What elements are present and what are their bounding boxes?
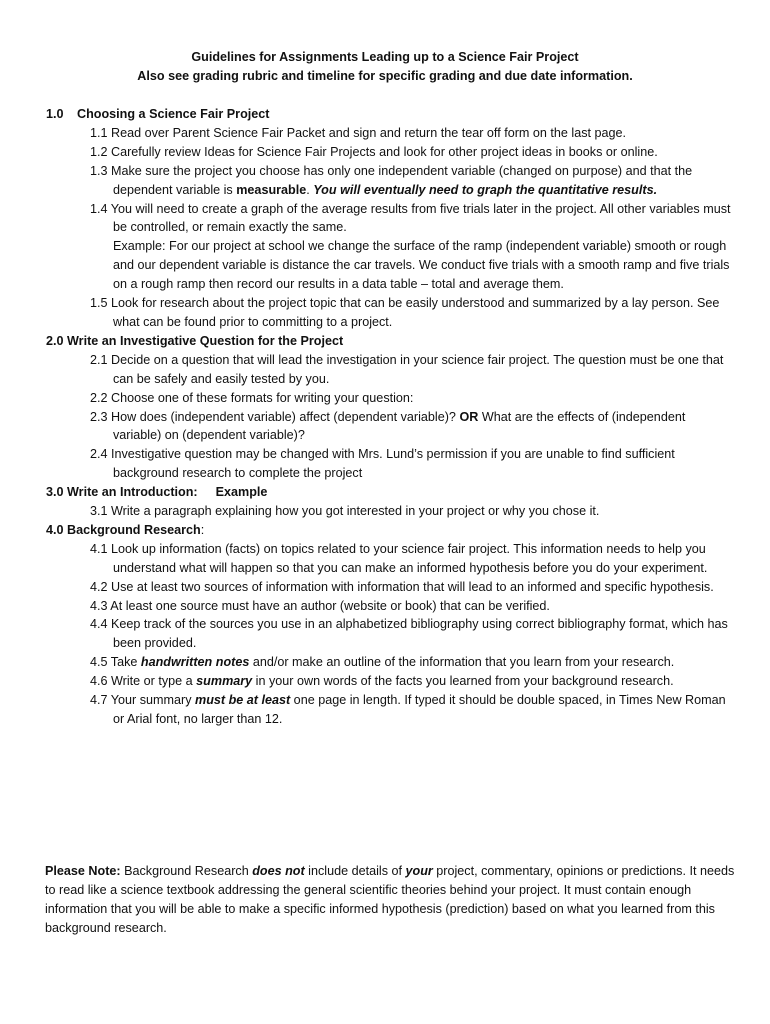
list-item-1-4: 1.4 You will need to create a graph of the average results from five trials later in the project. All other variables must be controlled, or remain exactly the same. xyxy=(90,201,731,235)
list-item-4-4: 4.4 Keep track of the sources you use in an alphabetized bibliography using correct bibliography format, which has been provided. xyxy=(90,617,728,651)
item-text: 1.3 Make sure the project you choose has only one independent variable (changed on purpose) and that the dependent variable is xyxy=(90,163,693,197)
emphasis-text: must be at least xyxy=(195,693,291,708)
list-item-1-1: 1.1 Read over Parent Science Fair Packet and sign and return the tear off form on the last page. xyxy=(90,125,627,140)
item-text: in your own words of the facts you learned from your background research. xyxy=(252,674,674,689)
list-item-4-3: 4.3 At least one source must have an author (website or book) that can be verified. xyxy=(90,598,550,613)
please-note-paragraph xyxy=(45,862,735,938)
example-label: Example xyxy=(215,485,268,500)
guidelines-list xyxy=(44,105,734,729)
item-text: 4.6 Write or type a xyxy=(90,674,197,689)
colon: : xyxy=(200,522,205,537)
list-item-4-5 xyxy=(90,653,734,672)
section-heading-1 xyxy=(44,105,734,124)
item-text: . xyxy=(306,182,314,197)
list-item-4-2: 4.2 Use at least two sources of information with information that will lead to an informed and specific hypothesis. xyxy=(90,579,714,594)
list-item-1-2: 1.2 Carefully review Ideas for Science Fair Projects and look for other project ideas in books or online. xyxy=(90,144,658,159)
list-item-2-3 xyxy=(90,408,734,446)
item-text: one page in length. If typed it should be double spaced, in Times New Roman or Arial font, no larger than 12. xyxy=(113,693,726,726)
example-paragraph: Example: For our project at school we change the surface of the ramp (independent variable) smooth or rough and our dependent variable is distance the car travels. We conduct five trials with a smooth ramp and five trials on a rough ramp then record our results in a data table – total and average them. xyxy=(113,239,730,292)
item-text: 4.5 Take xyxy=(90,655,141,670)
item-text: What are the effects of (independent variable) on (dependent variable)? xyxy=(113,409,686,443)
list-item-2-4: 2.4 Investigative question may be changed with Mrs. Lund’s permission if you are unable to find sufficient background research to complete the project xyxy=(90,447,675,481)
item-text: 4.7 Your summary xyxy=(90,693,195,708)
item-text: 2.3 How does (independent variable) affect (dependent variable)? xyxy=(90,409,460,424)
emphasis-text: You will eventually need to graph the quantitative results. xyxy=(313,182,658,197)
list-item-4-7 xyxy=(90,691,734,729)
note-text: Background Research xyxy=(120,864,253,878)
section-title: 3.0 Write an Introduction: xyxy=(46,485,198,500)
document-subtitle: Also see grading rubric and timeline for specific grading and due date information. xyxy=(137,69,633,83)
section-number: 1.0 xyxy=(46,107,64,121)
list-item-1-5: 1.5 Look for research about the project topic that can be easily understood and summarized by a lay person. See what can be found prior to committing to a project. xyxy=(90,296,720,329)
section-heading-4 xyxy=(44,521,734,540)
list-item-2-2: 2.2 Choose one of these formats for writing your question: xyxy=(90,390,414,405)
list-item-4-1: 4.1 Look up information (facts) on topics related to your science fair project. This information needs to help you understand what will happen so that you can make an informed hypothesis before you do your experiment. xyxy=(90,541,708,575)
section-title: 4.0 Background Research xyxy=(46,522,201,537)
section-heading-3 xyxy=(44,483,734,502)
list-item-2-1: 2.1 Decide on a question that will lead the investigation in your science fair project. The question must be one that can be safely and easily tested by you. xyxy=(90,352,724,386)
emphasis-text: your xyxy=(405,864,433,878)
emphasis-text: measurable xyxy=(236,182,307,197)
document-title: Guidelines for Assignments Leading up to a Science Fair Project xyxy=(191,50,579,64)
note-text: include details of xyxy=(304,864,406,878)
emphasis-text: handwritten notes xyxy=(140,655,250,670)
section-heading-2: 2.0 Write an Investigative Question for the Project xyxy=(46,333,344,348)
emphasis-text: does not xyxy=(252,864,305,878)
note-text: project, commentary, opinions or predictions. It needs to read like a science textbook addressing the general scientific theories behind your project. It must contain enough information that you will be able to make a specific informed hypothesis (prediction) based on what you learned from this background research. xyxy=(45,864,735,935)
section-title: Choosing a Science Fair Project xyxy=(77,107,270,121)
note-label: Please Note: xyxy=(45,864,121,878)
emphasis-text: summary xyxy=(196,674,253,689)
list-item-3-1: 3.1 Write a paragraph explaining how you got interested in your project or why you chose it. xyxy=(90,504,600,519)
emphasis-text: OR xyxy=(459,409,479,424)
list-item-1-3 xyxy=(90,162,734,200)
item-text: and/or make an outline of the information that you learn from your research. xyxy=(249,655,675,670)
list-item-4-6 xyxy=(90,672,734,691)
